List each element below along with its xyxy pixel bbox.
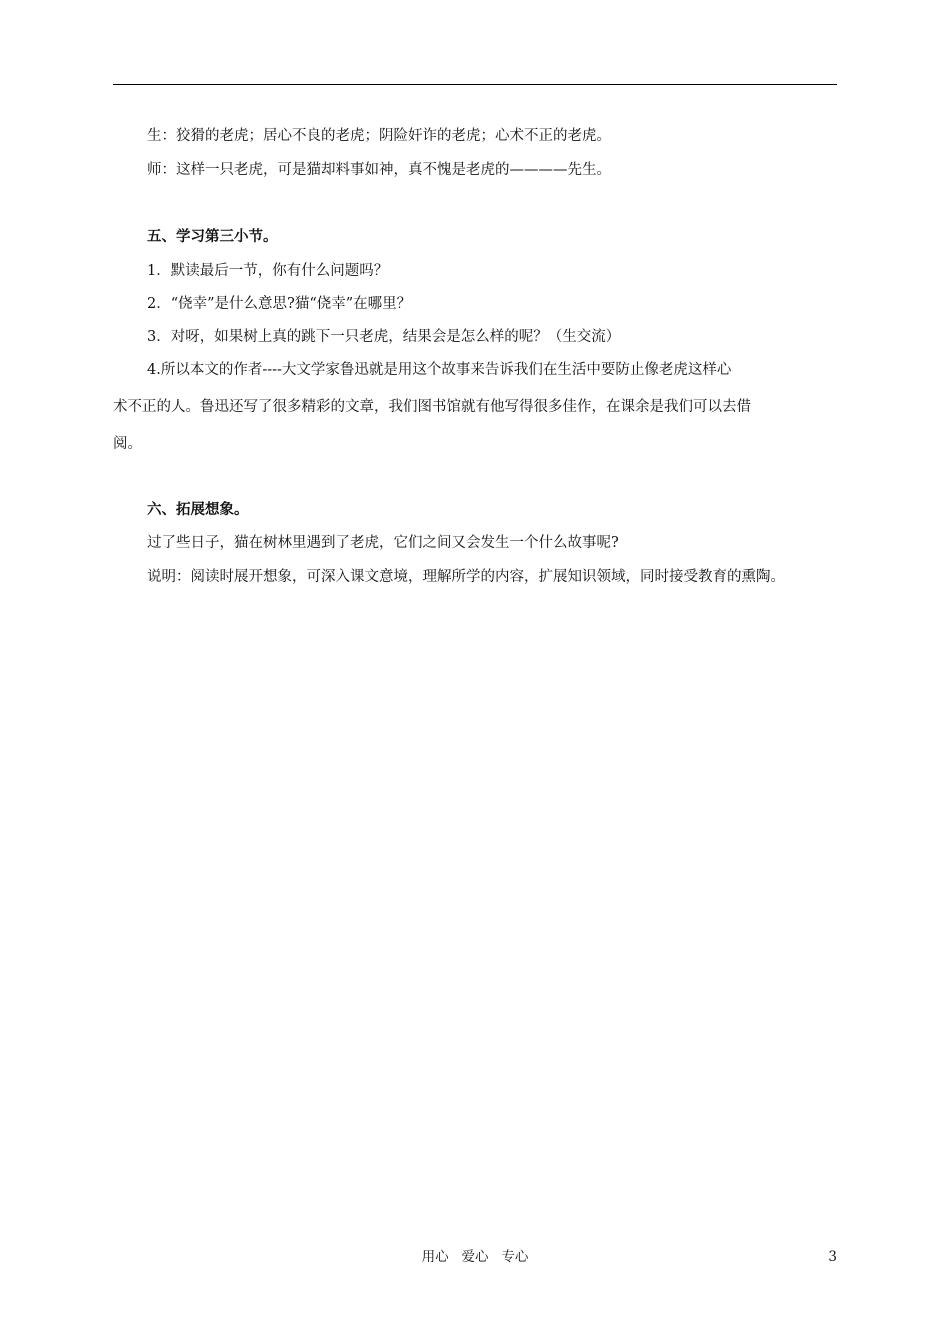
page-number: 3 xyxy=(828,1249,837,1265)
section-6-line-1: 过了些日子，猫在树林里遇到了老虎，它们之间又会发生一个什么故事呢? xyxy=(147,535,619,551)
header-rule xyxy=(113,84,837,85)
section-5-item-1: 1．默读最后一节，你有什么问题吗？ xyxy=(147,263,389,279)
paragraph-teacher-remark: 师：这样一只老虎，可是猫却料事如神，真不愧是老虎的————先生。 xyxy=(147,162,611,178)
paragraph-student-answer: 生：狡猾的老虎；居心不良的老虎；阴险奸诈的老虎；心术不正的老虎。 xyxy=(147,128,611,144)
section-5-heading: 五、学习第三小节。 xyxy=(147,228,278,245)
section-5-item-3: 3．对呀，如果树上真的跳下一只老虎，结果会是怎么样的呢？（生交流） xyxy=(147,329,621,345)
section-5-item-4-line-3: 阅。 xyxy=(113,436,142,452)
section-6-line-2: 说明：阅读时展开想象，可深入课文意境，理解所学的内容，扩展知识领域，同时接受教育的熏陶。 xyxy=(147,569,785,585)
section-5-item-4-line-1: 4.所以本文的作者----大文学家鲁迅就是用这个故事来告诉我们在生活中要防止像老虎这样心 xyxy=(147,362,732,378)
section-5-item-4-line-2: 术不正的人。鲁迅还写了很多精彩的文章，我们图书馆就有他写得很多佳作，在课余是我们可以去借 xyxy=(113,399,751,415)
section-5-item-2: 2．“侥幸”是什么意思?猫“侥幸”在哪里？ xyxy=(147,296,412,312)
section-6-heading: 六、拓展想象。 xyxy=(147,501,249,518)
footer-motto: 用心 爱心 专心 xyxy=(421,1249,529,1265)
